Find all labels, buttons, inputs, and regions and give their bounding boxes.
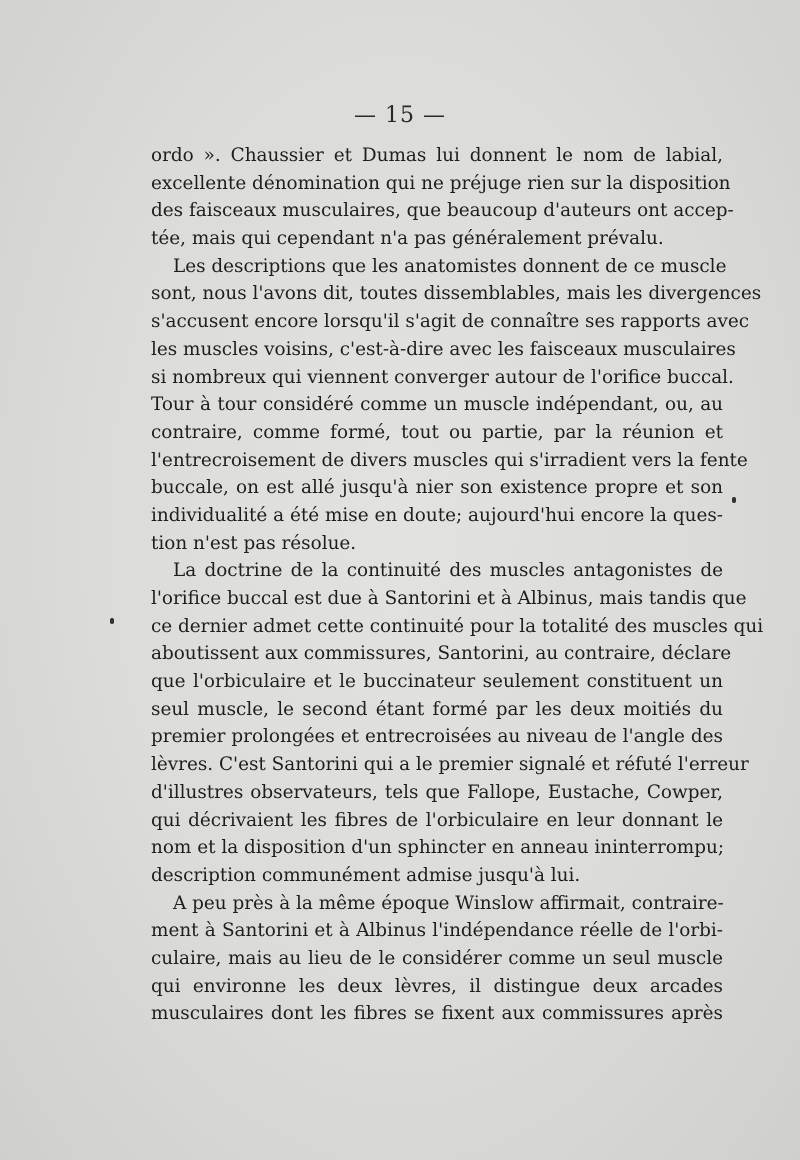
page-number: — 15 — xyxy=(354,103,446,128)
text-line: tée, mais qui cependant n'a pas généralement prévalu. xyxy=(151,228,664,250)
text-line: ce dernier admet cette continuité pour la totalité des muscles qui xyxy=(151,615,764,637)
ink-speck xyxy=(732,497,736,503)
ink-speck xyxy=(110,618,114,624)
text-line: contraire, comme formé, tout ou partie, par la réunion et xyxy=(151,421,723,443)
text-line: Tour à tour considéré comme un muscle indépendant, ou, au xyxy=(151,394,723,416)
text-line: qui décrivaient les fibres de l'orbiculaire en leur donnant le xyxy=(151,809,723,831)
text-line: d'illustres observateurs, tels que Fallope, Eustache, Cowper, xyxy=(151,781,723,803)
text-line: nom et la disposition d'un sphincter en anneau ininterrompu; xyxy=(151,837,725,859)
text-line: musculaires dont les fibres se fixent aux commissures après xyxy=(151,1003,723,1025)
text-line: que l'orbiculaire et le buccinateur seulement constituent un xyxy=(151,671,723,693)
text-line: tion n'est pas résolue. xyxy=(151,532,357,554)
text-line: les muscles voisins, c'est-à-dire avec les faisceaux musculaires xyxy=(151,338,736,360)
text-line: qui environne les deux lèvres, il distingue deux arcades xyxy=(151,975,723,997)
text-line: sont, nous l'avons dit, toutes dissemblables, mais les divergences xyxy=(151,283,762,305)
paragraph-start-line: Les descriptions que les anatomistes donnent de ce muscle xyxy=(173,255,727,277)
paragraph-start-line: La doctrine de la continuité des muscles antagonistes de xyxy=(173,560,723,582)
text-line: excellente dénomination qui ne préjuge rien sur la disposition xyxy=(151,172,731,194)
text-line: l'entrecroisement de divers muscles qui s'irradient vers la fente xyxy=(151,449,748,471)
text-line: ordo ». Chaussier et Dumas lui donnent le nom de labial, xyxy=(151,145,723,166)
text-line: premier prolongées et entrecroisées au niveau de l'angle des xyxy=(151,726,723,748)
text-line: individualité a été mise en doute; aujourd'hui encore la ques- xyxy=(151,504,723,526)
text-line: ment à Santorini et à Albinus l'indépendance réelle de l'orbi- xyxy=(151,920,723,942)
text-line: l'orifice buccal est due à Santorini et à Albinus, mais tandis que xyxy=(151,588,747,609)
text-line: buccale, on est allé jusqu'à nier son existence propre et son xyxy=(151,477,723,499)
body-text xyxy=(151,142,764,1028)
text-line: seul muscle, le second étant formé par les deux moitiés du xyxy=(151,698,723,720)
text-line: culaire, mais au lieu de le considérer comme un seul muscle xyxy=(151,947,723,969)
text-line: des faisceaux musculaires, que beaucoup d'auteurs ont accep- xyxy=(151,200,734,222)
text-line: aboutissent aux commissures, Santorini, au contraire, déclare xyxy=(151,643,732,665)
paragraph-start-line: A peu près à la même époque Winslow affirmait, contraire- xyxy=(173,892,724,914)
text-line: si nombreux qui viennent converger autour de l'orifice buccal. xyxy=(151,366,734,388)
text-line: s'accusent encore lorsqu'il s'agit de connaître ses rapports avec xyxy=(151,311,750,333)
text-line: lèvres. C'est Santorini qui a le premier signalé et réfuté l'erreur xyxy=(151,754,749,776)
text-line: description communément admise jusqu'à lui. xyxy=(151,864,581,886)
